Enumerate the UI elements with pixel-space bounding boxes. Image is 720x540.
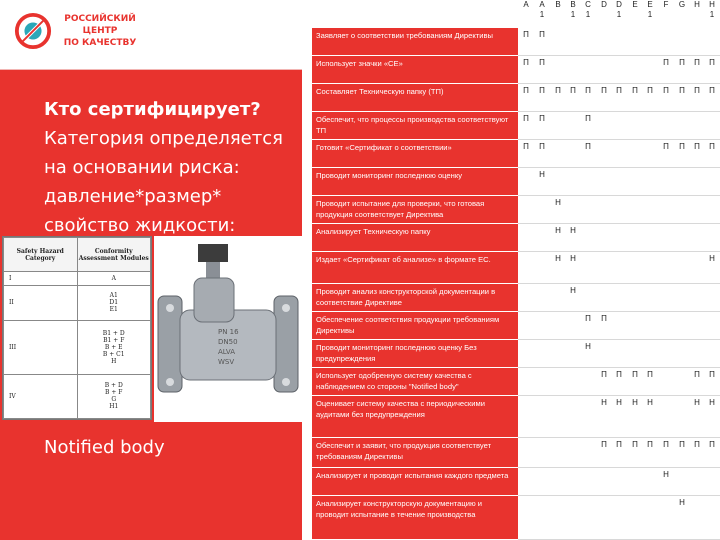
logo-text xyxy=(60,13,140,49)
responsibility-mark: П xyxy=(679,142,685,151)
category-header: Safety Hazard Category xyxy=(4,238,78,272)
module-code: G xyxy=(111,396,117,404)
matrix-row xyxy=(312,56,720,84)
valve-mark-1: PN 16 xyxy=(218,328,239,336)
module-column-header xyxy=(611,0,627,20)
responsibility-mark: П xyxy=(679,58,685,67)
responsibility-mark: П xyxy=(663,86,669,95)
category-cell: IV xyxy=(4,374,78,418)
requirement-text: Издает «Сертификат об анализе» в формате ЕС. xyxy=(312,252,518,284)
module-letter: A xyxy=(523,0,529,9)
valve-mark-3: ALVA xyxy=(218,348,236,356)
responsibility-mark: П xyxy=(632,440,638,449)
modules-header: Conformity Assessment Modules xyxy=(77,238,151,272)
module-suffix: 1 xyxy=(616,10,622,19)
category-row xyxy=(4,272,151,286)
module-letter: B xyxy=(555,0,561,9)
category-cell: I xyxy=(4,272,78,286)
responsibility-mark: П xyxy=(585,314,591,323)
matrix-row xyxy=(312,28,720,56)
responsibility-mark: Н xyxy=(570,226,576,235)
responsibility-mark: П xyxy=(601,440,607,449)
module-letter: E xyxy=(647,0,653,9)
module-code: B + F xyxy=(105,389,123,397)
module-code: B1 + D xyxy=(102,329,125,337)
valve-mark-4: WSV xyxy=(218,358,235,366)
module-header-row xyxy=(518,0,720,28)
module-marks xyxy=(518,196,720,224)
responsibility-mark: П xyxy=(523,58,529,67)
responsibility-mark: Н xyxy=(679,498,685,507)
responsibility-mark: П xyxy=(647,370,653,379)
matrix-row xyxy=(312,84,720,112)
responsibility-mark: Н xyxy=(570,254,576,263)
requirement-text: Заявляет о соответствии требованиям Директивы xyxy=(312,28,518,56)
module-marks xyxy=(518,252,720,284)
responsibility-mark: Н xyxy=(694,398,700,407)
responsibility-mark: Н xyxy=(555,198,561,207)
module-code: H xyxy=(111,357,117,365)
module-column-header xyxy=(596,0,612,10)
category-row xyxy=(4,320,151,374)
responsibility-mark: П xyxy=(585,86,591,95)
responsibility-mark: П xyxy=(601,370,607,379)
logo-line-1: РОССИЙСКИЙ xyxy=(64,14,136,24)
responsibility-mark: П xyxy=(647,86,653,95)
matrix-row xyxy=(312,340,720,368)
requirement-text: Обеспечит, что процессы производства соответствуют ТП xyxy=(312,112,518,140)
module-column-header xyxy=(565,0,581,20)
module-letter: E xyxy=(632,0,638,9)
module-code: B + E xyxy=(104,343,123,351)
module-letter: F xyxy=(663,0,669,9)
responsibility-mark: Н xyxy=(585,342,591,351)
matrix-row xyxy=(312,438,720,468)
responsibility-mark: П xyxy=(601,86,607,95)
module-marks xyxy=(518,340,720,368)
module-suffix: 1 xyxy=(647,10,653,19)
responsibility-mark: П xyxy=(679,86,685,95)
responsibility-mark: П xyxy=(523,30,529,39)
notified-body-label: Notified body xyxy=(44,437,165,458)
module-marks xyxy=(518,312,720,340)
module-column-header xyxy=(534,0,550,20)
responsibility-mark: Н xyxy=(616,398,622,407)
left-panel xyxy=(0,0,302,540)
responsibility-mark: П xyxy=(647,440,653,449)
logo-icon xyxy=(14,12,52,50)
responsibility-mark: Н xyxy=(601,398,607,407)
module-marks xyxy=(518,56,720,84)
module-code: B1 + F xyxy=(103,336,125,344)
module-suffix: 1 xyxy=(570,10,576,19)
module-column-header xyxy=(704,0,720,20)
responsibility-mark: П xyxy=(616,86,622,95)
ball-valve-photo xyxy=(154,236,302,422)
modules-cell xyxy=(77,286,151,320)
matrix-row xyxy=(312,112,720,140)
responsibility-mark: П xyxy=(663,142,669,151)
requirement-text: Анализирует Техническую папку xyxy=(312,224,518,252)
responsibility-mark: П xyxy=(601,314,607,323)
responsibility-mark: П xyxy=(616,370,622,379)
responsibility-mark: П xyxy=(632,86,638,95)
requirement-text: Обеспечение соответствия продукции требованиям Директивы xyxy=(312,312,518,340)
module-marks xyxy=(518,140,720,168)
category-cell: III xyxy=(4,320,78,374)
module-column-header xyxy=(689,0,705,10)
category-cell: II xyxy=(4,286,78,320)
module-letter: A xyxy=(539,0,545,9)
responsibility-mark: П xyxy=(709,86,715,95)
responsibility-mark: Н xyxy=(647,398,653,407)
requirement-text: Использует одобренную систему качества с наблюдением со стороны "Notified body" xyxy=(312,368,518,396)
responsibility-mark: П xyxy=(663,58,669,67)
modules-cell xyxy=(77,374,151,418)
responsibility-mark: Н xyxy=(555,254,561,263)
module-suffix: 1 xyxy=(539,10,545,19)
category-row xyxy=(4,286,151,320)
responsibility-mark: П xyxy=(632,370,638,379)
requirement-text: Оценивает систему качества с периодическими аудитами без предупреждения xyxy=(312,396,518,438)
module-letter: H xyxy=(694,0,700,9)
responsibility-matrix xyxy=(312,0,720,540)
responsibility-mark: П xyxy=(523,142,529,151)
module-letter: C xyxy=(585,0,591,9)
responsibility-mark: П xyxy=(523,114,529,123)
module-marks xyxy=(518,368,720,396)
responsibility-mark: П xyxy=(585,142,591,151)
module-marks xyxy=(518,224,720,252)
module-marks xyxy=(518,396,720,438)
responsibility-mark: П xyxy=(539,30,545,39)
responsibility-mark: П xyxy=(694,440,700,449)
category-row xyxy=(4,374,151,418)
module-column-header xyxy=(642,0,658,20)
requirement-text: Использует значки «CE» xyxy=(312,56,518,84)
module-code: H1 xyxy=(109,403,119,411)
requirement-text: Обеспечит и заявит, что продукция соответствует требованиям Директивы xyxy=(312,438,518,468)
matrix-row xyxy=(312,284,720,312)
heading-question: Кто сертифицирует? xyxy=(44,99,261,120)
matrix-row xyxy=(312,368,720,396)
module-code: B + C1 xyxy=(102,350,125,358)
module-letter: D xyxy=(601,0,607,9)
responsibility-mark: П xyxy=(694,58,700,67)
responsibility-mark: П xyxy=(539,58,545,67)
module-column-header xyxy=(580,0,596,20)
module-column-header xyxy=(550,0,566,10)
requirement-text: Проводит мониторинг последнюю оценку xyxy=(312,168,518,196)
responsibility-mark: П xyxy=(709,58,715,67)
responsibility-mark: П xyxy=(616,440,622,449)
module-letter: H xyxy=(709,0,715,9)
module-letter: B xyxy=(570,0,576,9)
responsibility-mark: П xyxy=(694,86,700,95)
module-letter: G xyxy=(678,0,686,9)
matrix-row xyxy=(312,396,720,438)
requirement-text: Анализирует и проводит испытания каждого предмета xyxy=(312,468,518,496)
responsibility-mark: П xyxy=(663,440,669,449)
requirement-text: Проводит мониторинг последнюю оценку Без предупреждения xyxy=(312,340,518,368)
responsibility-mark: Н xyxy=(539,170,545,179)
module-code: A1 xyxy=(109,292,118,300)
matrix-row xyxy=(312,224,720,252)
module-marks xyxy=(518,468,720,496)
responsibility-mark: П xyxy=(555,86,561,95)
matrix-row xyxy=(312,140,720,168)
module-suffix: 1 xyxy=(709,10,715,19)
logo[interactable] xyxy=(0,0,302,70)
responsibility-mark: Н xyxy=(570,286,576,295)
modules-cell xyxy=(77,320,151,374)
module-code: B + D xyxy=(104,382,123,390)
requirement-text: Проводит испытание для проверки, что готовая продукция соответствует Директива xyxy=(312,196,518,224)
responsibility-mark: П xyxy=(709,440,715,449)
responsibility-mark: П xyxy=(539,114,545,123)
responsibility-mark: Н xyxy=(555,226,561,235)
requirement-text: Проводит анализ конструкторской документации в соответствие Директиве xyxy=(312,284,518,312)
responsibility-mark: П xyxy=(679,440,685,449)
responsibility-mark: П xyxy=(523,86,529,95)
module-marks xyxy=(518,28,720,56)
responsibility-mark: П xyxy=(709,142,715,151)
responsibility-mark: П xyxy=(694,142,700,151)
matrix-row xyxy=(312,168,720,196)
matrix-row xyxy=(312,496,720,540)
responsibility-mark: П xyxy=(694,370,700,379)
logo-line-2: ЦЕНТР xyxy=(82,26,118,36)
heading-body: Категория определяется на основании риска: давление*размер* свойство жидкости: xyxy=(44,128,283,236)
responsibility-mark: П xyxy=(709,370,715,379)
module-marks xyxy=(518,496,720,540)
requirement-text: Готовит «Сертификат о соответствии» xyxy=(312,140,518,168)
module-code: E1 xyxy=(109,306,118,314)
module-code: A xyxy=(111,275,116,283)
module-marks xyxy=(518,168,720,196)
responsibility-mark: Н xyxy=(709,398,715,407)
module-letter: D xyxy=(616,0,622,9)
module-column-header xyxy=(674,0,690,10)
modules-cell xyxy=(77,272,151,286)
matrix-row xyxy=(312,196,720,224)
responsibility-mark: П xyxy=(539,86,545,95)
responsibility-mark: П xyxy=(570,86,576,95)
module-column-header xyxy=(658,0,674,10)
responsibility-mark: П xyxy=(585,114,591,123)
matrix-row xyxy=(312,468,720,496)
module-marks xyxy=(518,284,720,312)
requirement-text: Составляет Техническую папку (ТП) xyxy=(312,84,518,112)
module-marks xyxy=(518,112,720,140)
module-column-header xyxy=(518,0,534,10)
module-column-header xyxy=(627,0,643,10)
slide-heading xyxy=(44,95,294,240)
responsibility-mark: Н xyxy=(663,470,669,479)
matrix-row xyxy=(312,252,720,284)
module-suffix: 1 xyxy=(585,10,591,19)
valve-mark-2: DN50 xyxy=(218,338,238,346)
requirement-text: Анализирует конструкторскую документацию и проводит испытание в течение производства xyxy=(312,496,518,540)
logo-line-3: ПО КАЧЕСТВУ xyxy=(63,38,137,48)
responsibility-mark: Н xyxy=(709,254,715,263)
category-module-table xyxy=(2,236,152,420)
responsibility-mark: П xyxy=(539,142,545,151)
module-marks xyxy=(518,84,720,112)
module-code: D1 xyxy=(109,299,119,307)
module-marks xyxy=(518,438,720,468)
responsibility-mark: Н xyxy=(632,398,638,407)
matrix-row xyxy=(312,312,720,340)
